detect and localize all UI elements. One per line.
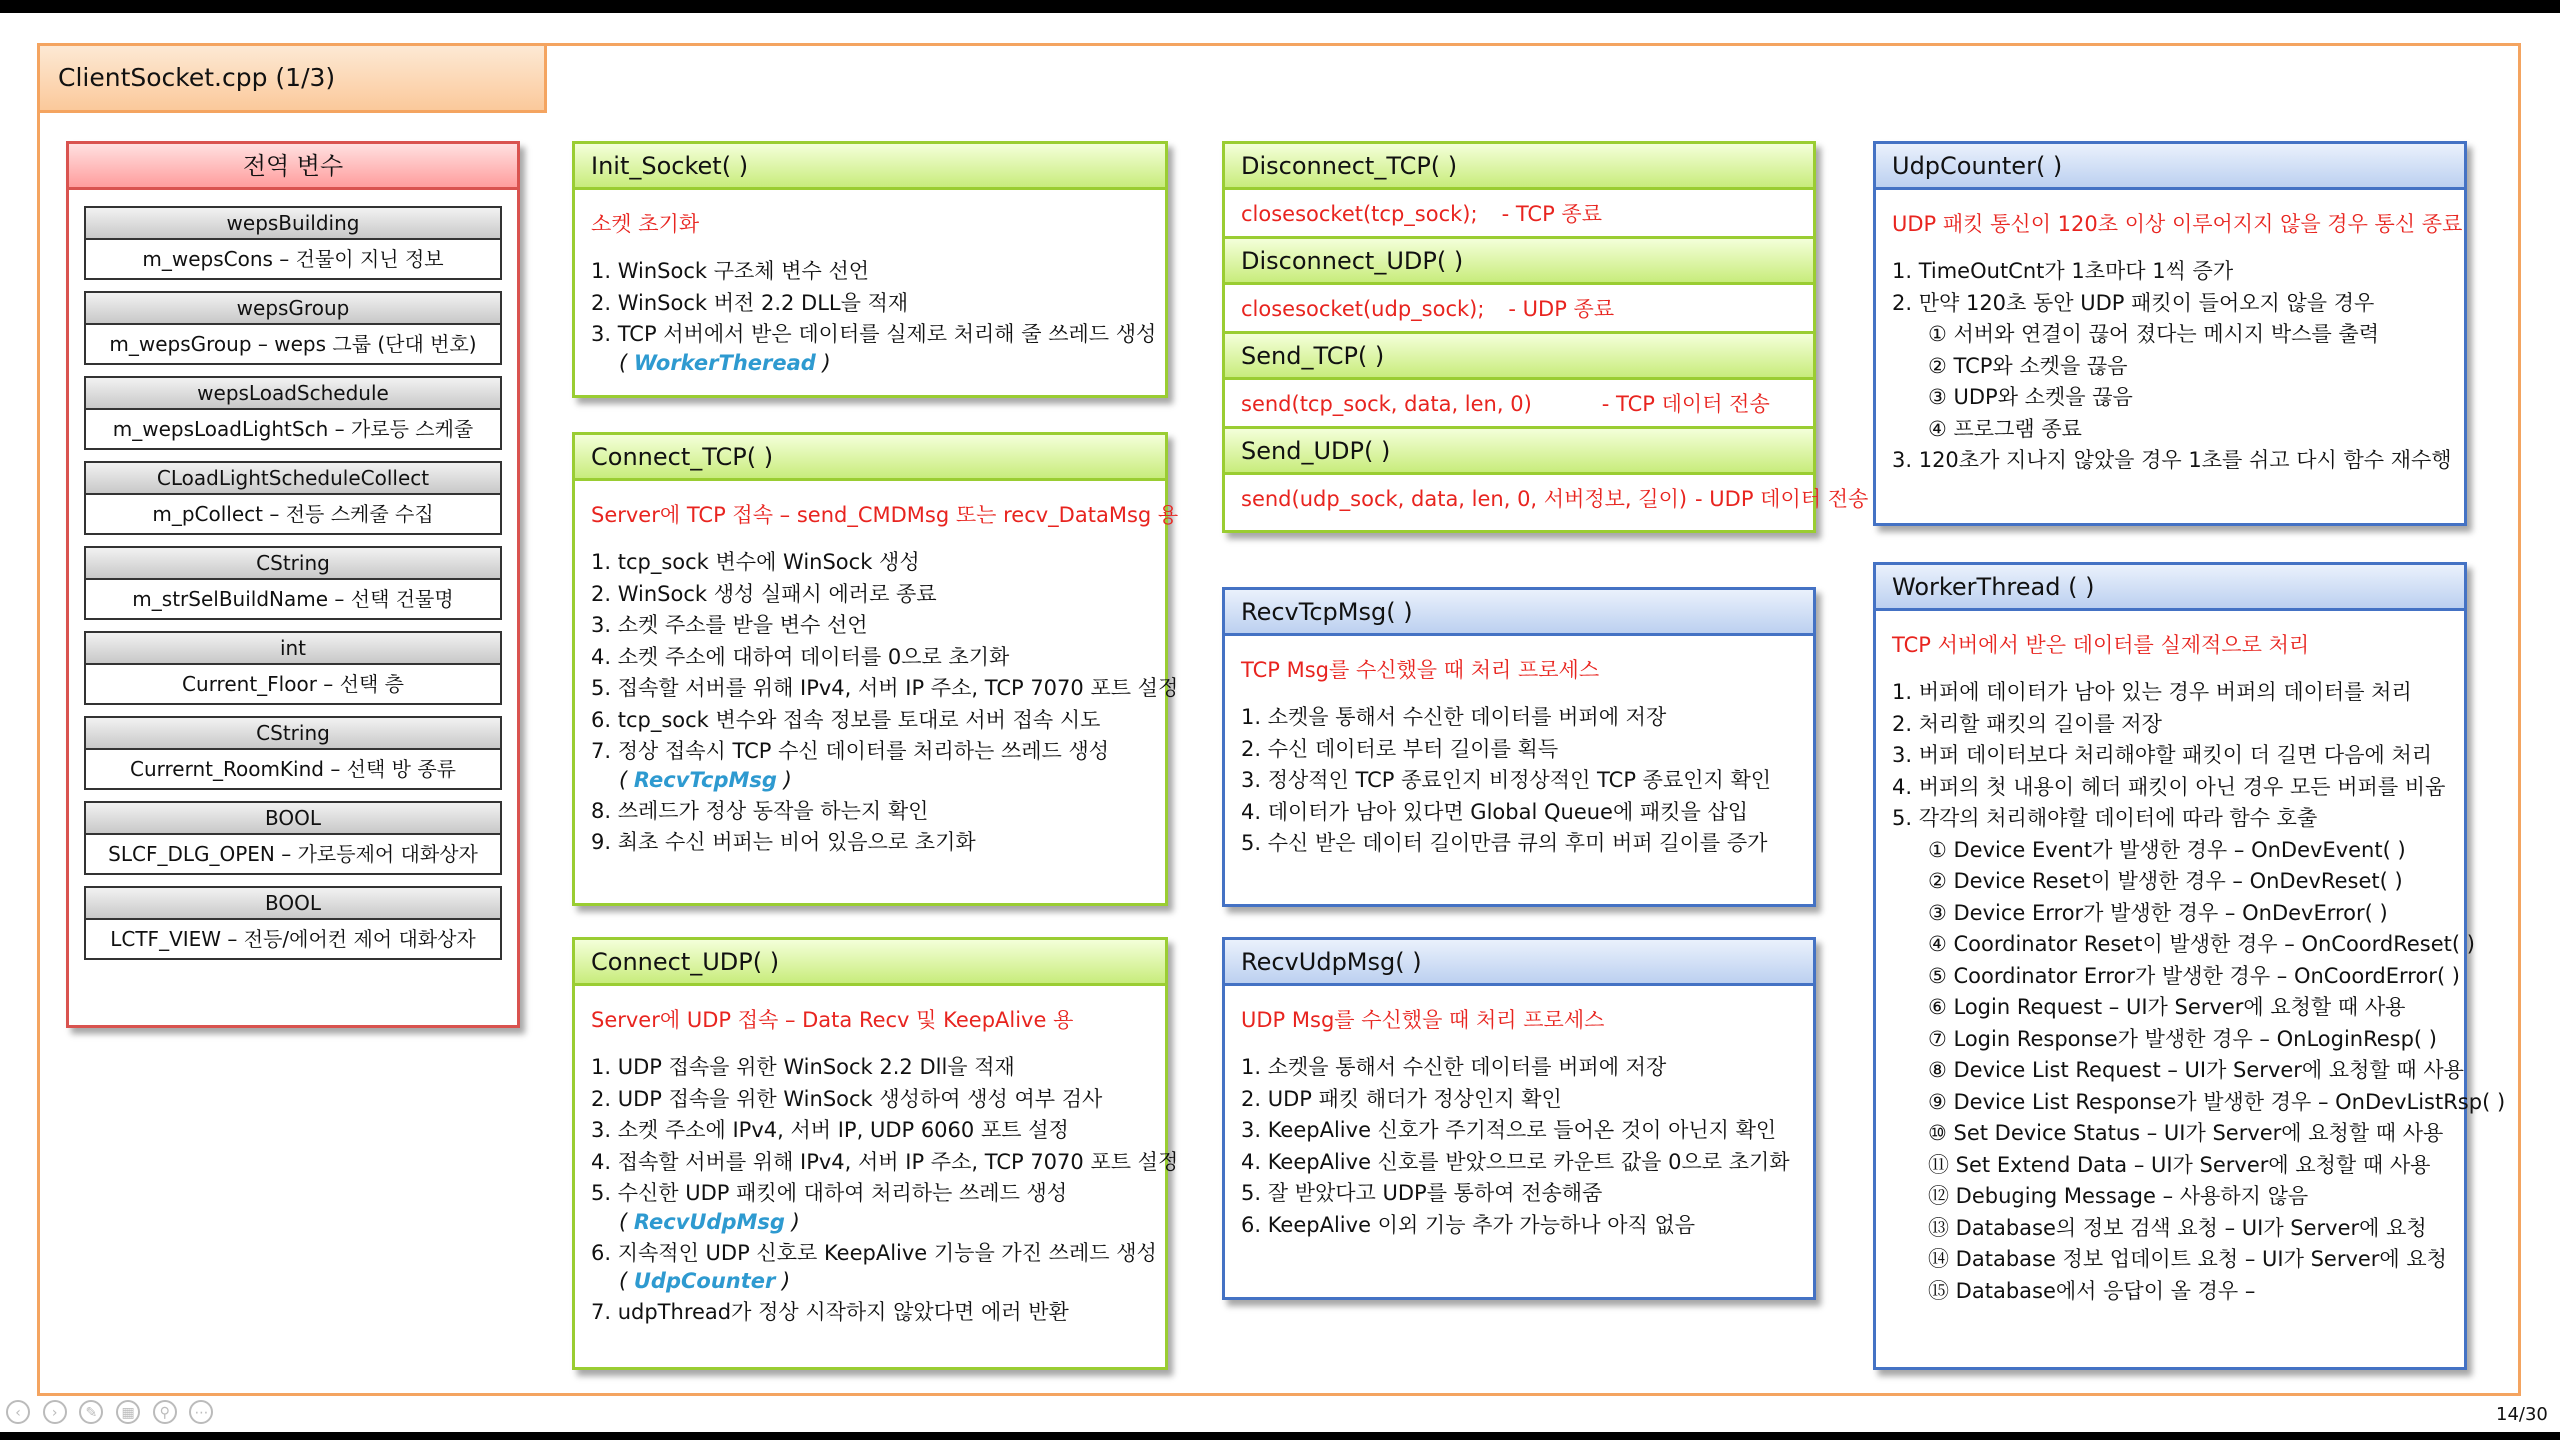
var-item [84, 801, 502, 875]
more-icon[interactable]: ⋯ [189, 1400, 213, 1424]
list-item: 5. 수신한 UDP 패킷에 대하여 처리하는 쓰레드 생성 [591, 1181, 1068, 1205]
disconnect-udp-code: closesocket(udp_sock); - UDP 종료 [1225, 285, 1813, 334]
list-item: 5. 수신 받은 데이터 길이만큼 큐의 후미 버퍼 길이를 증가 [1241, 831, 1768, 855]
send-tcp-title: Send_TCP( ) [1225, 334, 1813, 380]
send-udp-code: send(udp_sock, data, len, 0, 서버정보, 길이) - UDP 데이터 전송 [1241, 487, 1869, 511]
sub-item: ⑮ Database에서 응답이 올 경우 – [1928, 1278, 2256, 1303]
list-item: 7. 정상 접속시 TCP 수신 데이터를 처리하는 쓰레드 생성 [591, 739, 1110, 763]
var-type: BOOL [86, 888, 500, 920]
var-type: CLoadLightScheduleCollect [86, 463, 500, 495]
sub-item: ② TCP와 소켓을 끊음 [1928, 353, 2128, 378]
recv-udp-box [1222, 937, 1816, 1300]
var-type: CString [86, 718, 500, 750]
var-item [84, 716, 502, 790]
list-item: 2. UDP 접속을 위한 WinSock 생성하여 생성 여부 검사 [591, 1086, 1103, 1111]
sub-item: ⑫ Debuging Message – 사용하지 않음 [1928, 1184, 2309, 1208]
next-icon[interactable]: › [43, 1400, 67, 1424]
list-item: 8. 쓰레드가 정상 동작을 하는지 확인 [591, 798, 929, 823]
prev-icon[interactable]: ‹ [6, 1400, 30, 1424]
worker-thread-desc: TCP 서버에서 받은 데이터를 실제적으로 처리 [1892, 633, 2310, 657]
init-socket-box [572, 141, 1168, 398]
sub-item: ① 서버와 연결이 끊어 졌다는 메시지 박스를 출력 [1928, 322, 2379, 346]
zoom-icon[interactable]: ⚲ [153, 1400, 177, 1424]
connect-udp-title: Connect_UDP( ) [575, 940, 1165, 986]
recv-udp-title: RecvUdpMsg( ) [1225, 940, 1813, 986]
var-desc: Current_Floor – 선택 층 [86, 665, 500, 703]
var-type: wepsLoadSchedule [86, 378, 500, 410]
var-desc: Currernt_RoomKind – 선택 방 종류 [86, 750, 500, 788]
list-item: 4. 소켓 주소에 대하여 데이터를 0으로 초기화 [591, 644, 1010, 669]
list-item: 1. 소켓을 통해서 수신한 데이터를 버퍼에 저장 [1241, 705, 1667, 729]
list-item: 3. 소켓 주소에 IPv4, 서버 IP, UDP 6060 포트 설정 [591, 1118, 1069, 1142]
list-item: 2. WinSock 버전 2.2 DLL을 적재 [591, 290, 909, 315]
sub-item: ⑤ Coordinator Error가 발생한 경우 – OnCoordError( ) [1928, 963, 2461, 988]
list-item: 1. TimeOutCnt가 1초마다 1씩 증가 [1892, 259, 2234, 283]
var-desc: m_wepsCons – 건물이 지닌 정보 [86, 240, 500, 278]
var-item [84, 546, 502, 620]
thread-note: ( RecvTcpMsg ) [619, 767, 792, 792]
list-item: 2. WinSock 생성 실패시 에러로 종료 [591, 581, 937, 606]
list-item: 4. 버퍼의 첫 내용이 헤더 패킷이 아닌 경우 모든 버퍼를 비움 [1892, 774, 2446, 799]
recv-tcp-title: RecvTcpMsg( ) [1225, 590, 1813, 636]
list-item: 2. 수신 데이터로 부터 길이를 획득 [1241, 736, 1559, 761]
list-item: 7. udpThread가 정상 시작하지 않았다면 에러 반환 [591, 1300, 1069, 1324]
list-item: 4. 접속할 서버를 위해 IPv4, 서버 IP 주소, TCP 7070 포트 설정 [591, 1149, 1179, 1174]
list-item: 1. UDP 접속을 위한 WinSock 2.2 Dll을 적재 [591, 1055, 1015, 1079]
list-item: 5. 잘 받았다고 UDP를 통하여 전송해줌 [1241, 1181, 1603, 1205]
list-item: 4. KeepAlive 신호를 받았으므로 카운트 값을 0으로 초기화 [1241, 1149, 1790, 1174]
list-item: 1. tcp_sock 변수에 WinSock 생성 [591, 550, 920, 574]
sub-item: ⑩ Set Device Status – UI가 Server에 요청할 때 사용 [1928, 1121, 2444, 1145]
sub-item: ⑪ Set Extend Data – UI가 Server에 요청할 때 사용 [1928, 1152, 2431, 1177]
thread-note: ( RecvUdpMsg ) [619, 1209, 800, 1234]
top-bar [0, 0, 2560, 13]
list-item: 2. UDP 패킷 해더가 정상인지 확인 [1241, 1086, 1562, 1111]
list-item: 1. 소켓을 통해서 수신한 데이터를 버퍼에 저장 [1241, 1055, 1667, 1079]
list-item: 6. tcp_sock 변수와 접속 정보를 토대로 서버 접속 시도 [591, 707, 1101, 732]
list-item: 1. WinSock 구조체 변수 선언 [591, 259, 870, 283]
list-item: 5. 접속할 서버를 위해 IPv4, 서버 IP 주소, TCP 7070 포트 설정 [591, 676, 1179, 700]
slide-title: ClientSocket.cpp (1/3) [37, 43, 547, 113]
sub-item: ④ 프로그램 종료 [1928, 416, 2082, 441]
list-item: 3. 소켓 주소를 받을 변수 선언 [591, 613, 868, 637]
sub-item: ④ Coordinator Reset이 발생한 경우 – OnCoordReset( ) [1928, 932, 2475, 956]
var-desc: m_wepsLoadLightSch – 가로등 스케줄 [86, 410, 500, 448]
list-item: 2. 만약 120초 동안 UDP 패킷이 들어오지 않을 경우 [1892, 290, 2375, 315]
var-item [84, 886, 502, 960]
list-item: 6. 지속적인 UDP 신호로 KeepAlive 기능을 가진 쓰레드 생성 [591, 1240, 1157, 1265]
disconnect-tcp-title: Disconnect_TCP( ) [1225, 144, 1813, 190]
thread-note: ( UdpCounter ) [619, 1269, 791, 1293]
var-desc: m_strSelBuildName – 선택 건물명 [86, 580, 500, 618]
list-item: 3. 120초가 지나지 않았을 경우 1초를 쉬고 다시 함수 재수행 [1892, 448, 2452, 472]
sub-item: ⑥ Login Request – UI가 Server에 요청할 때 사용 [1928, 995, 2406, 1019]
send-tcp-code: send(tcp_sock, data, len, 0) - TCP 데이터 전송 [1225, 380, 1813, 429]
var-desc: m_wepsGroup – weps 그룹 (단대 번호) [86, 325, 500, 363]
var-type: CString [86, 548, 500, 580]
worker-thread-title: WorkerThread ( ) [1876, 565, 2464, 611]
sub-item: ③ UDP와 소켓을 끊음 [1928, 385, 2133, 409]
sub-item: ⑨ Device List Response가 발생한 경우 – OnDevListRsp( ) [1928, 1089, 2506, 1114]
var-desc: m_pCollect – 전등 스케줄 수집 [86, 495, 500, 533]
sub-item: ⑬ Database의 정보 검색 요청 – UI가 Server에 요청 [1928, 1215, 2427, 1240]
recv-tcp-box [1222, 587, 1816, 907]
var-desc: SLCF_DLG_OPEN – 가로등제어 대화상자 [86, 835, 500, 873]
recv-tcp-desc: TCP Msg를 수신했을 때 처리 프로세스 [1241, 658, 1600, 682]
udp-counter-title: UdpCounter( ) [1876, 144, 2464, 190]
list-item: 3. 버퍼 데이터보다 처리해야할 패킷이 더 길면 다음에 처리 [1892, 743, 2433, 767]
var-desc: LCTF_VIEW – 전등/에어컨 제어 대화상자 [86, 920, 500, 958]
list-item: 5. 각각의 처리해야할 데이터에 따라 함수 호출 [1892, 806, 2318, 830]
page-number: 14/30 [2496, 1404, 2548, 1425]
grid-icon[interactable]: ▦ [116, 1400, 140, 1424]
var-item [84, 631, 502, 705]
list-item: 6. KeepAlive 이외 기능 추가 가능하나 아직 없음 [1241, 1212, 1696, 1237]
connect-tcp-box [572, 432, 1179, 906]
worker-thread-box [1873, 562, 2506, 1370]
sub-item: ③ Device Error가 발생한 경우 – OnDevError( ) [1928, 900, 2388, 925]
disconnect-udp-title: Disconnect_UDP( ) [1225, 239, 1813, 285]
var-type: wepsBuilding [86, 208, 500, 240]
var-type: int [86, 633, 500, 665]
send-udp-title: Send_UDP( ) [1225, 429, 1813, 475]
connect-tcp-desc: Server에 TCP 접속 – send_CMDMsg 또는 recv_DataMsg 용 [591, 503, 1179, 527]
list-item: 4. 데이터가 남아 있다면 Global Queue에 패킷을 삽입 [1241, 799, 1749, 824]
init-socket-title: Init_Socket( ) [575, 144, 1165, 190]
udp-counter-box [1873, 141, 2467, 526]
list-item: 3. 정상적인 TCP 종료인지 비정상적인 TCP 종료인지 확인 [1241, 768, 1772, 792]
sub-item: ⑦ Login Response가 발생한 경우 – OnLoginResp( ) [1928, 1026, 2437, 1051]
var-item [84, 206, 502, 280]
list-item: 9. 최초 수신 버퍼는 비어 있음으로 초기화 [591, 830, 976, 854]
list-item: 2. 처리할 패킷의 길이를 저장 [1892, 711, 2162, 736]
sub-item: ① Device Event가 발생한 경우 – OnDevEvent( ) [1928, 837, 2406, 862]
connect-tcp-title: Connect_TCP( ) [575, 435, 1165, 481]
list-item: 1. 버퍼에 데이터가 남아 있는 경우 버퍼의 데이터를 처리 [1892, 680, 2412, 704]
var-item [84, 376, 502, 450]
thread-note: ( WorkerTheread ) [619, 350, 831, 375]
send-group-box [1222, 141, 1869, 533]
udp-counter-desc: UDP 패킷 통신이 120초 이상 이루어지지 않을 경우 통신 종료 [1892, 212, 2463, 236]
var-item [84, 291, 502, 365]
var-item [84, 461, 502, 535]
sub-item: ⑭ Database 정보 업데이트 요청 – UI가 Server에 요청 [1928, 1247, 2447, 1271]
sub-item: ⑧ Device List Request – UI가 Server에 요청할 때 사용 [1928, 1058, 2464, 1082]
var-type: BOOL [86, 803, 500, 835]
connect-udp-desc: Server에 UDP 접속 – Data Recv 및 KeepAlive 용 [591, 1008, 1074, 1032]
sub-item: ② Device Reset이 발생한 경우 – OnDevReset( ) [1928, 869, 2403, 893]
disconnect-tcp-code: closesocket(tcp_sock); - TCP 종료 [1225, 190, 1813, 239]
globals-var-list [69, 190, 517, 960]
list-item: 3. TCP 서버에서 받은 데이터를 실제로 처리해 줄 쓰레드 생성 [591, 322, 1157, 346]
list-item: 3. KeepAlive 신호가 주기적으로 들어온 것이 아닌지 확인 [1241, 1118, 1777, 1142]
globals-box [66, 141, 520, 1028]
var-type: wepsGroup [86, 293, 500, 325]
pen-icon[interactable]: ✎ [79, 1400, 103, 1424]
bottom-bar [0, 1432, 2560, 1440]
connect-udp-box [572, 937, 1179, 1370]
recv-udp-desc: UDP Msg를 수신했을 때 처리 프로세스 [1241, 1008, 1605, 1032]
slideshow-nav [6, 1398, 219, 1426]
globals-title: 전역 변수 [69, 144, 517, 190]
init-socket-desc: 소켓 초기화 [591, 212, 700, 236]
